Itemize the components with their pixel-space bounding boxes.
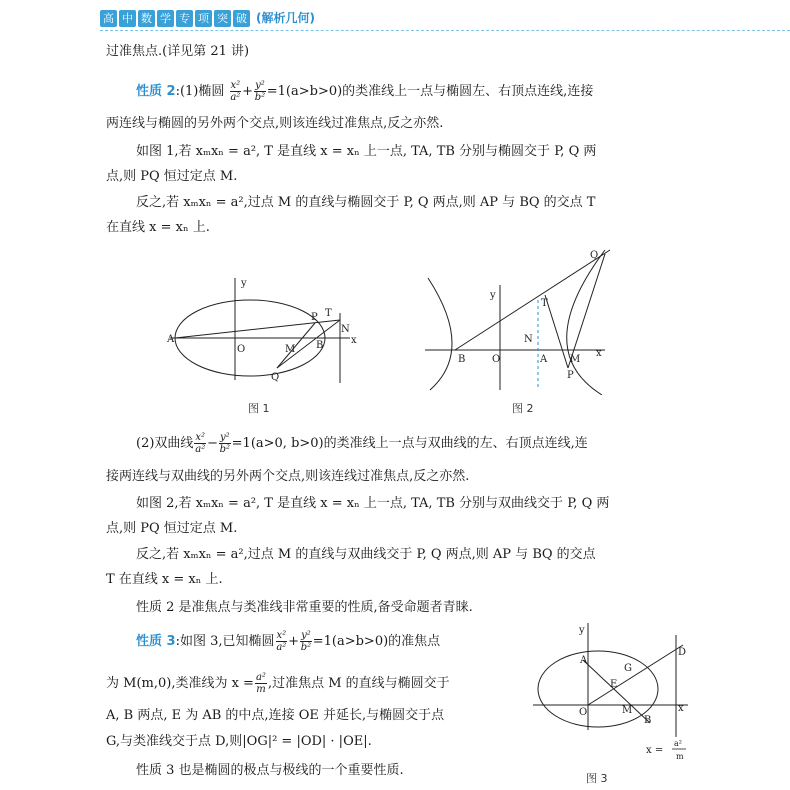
prop2-ex2-line1: 如图 2,若 xₘxₙ = a², T 是直线 x = xₙ 上一点, TA, TB 分别与双曲线交于 P, Q 两 (136, 496, 610, 511)
fig3-label-O: O (579, 707, 588, 718)
fig2-label-P: P (567, 370, 574, 381)
fig2-label-A: A (540, 354, 548, 365)
fig2-label-y: y (490, 290, 496, 301)
figure-1 (165, 268, 365, 388)
fig1-label-P: P (311, 312, 318, 323)
fraction: $\frac{\text{x²}}{\text{a²}}$ (195, 432, 206, 455)
prop2-ex1-line2: 点,则 PQ 恒过定点 M. (106, 169, 238, 184)
fig3-label-G: G (624, 663, 632, 674)
fig2-label-N: N (524, 334, 533, 345)
header-char: 专 (176, 10, 193, 27)
prop2-part1-line1: 性质 2:(1)椭圆 $\frac{\text{x²}}{\text{a²}}$ + $\frac{\text{y²}}{\text{b²}}$ =1(a>b>0)的类准线上一点与椭圆左、右顶点连线,连接 (136, 80, 594, 103)
prop2-part1-line2: 两连线与椭圆的另外两个交点,则该连线过准焦点,反之亦然. (106, 116, 444, 131)
fig2-label-T: T (541, 298, 548, 309)
prop2-part2-line2: 接两连线与双曲线的另外两个交点,则该连线过准焦点,反之亦然. (106, 469, 470, 484)
fig3-label-x: x (678, 703, 684, 714)
prop3-line1: 性质 3:如图 3,已知椭圆 $\frac{\text{x²}}{\text{a²}}$ + $\frac{\text{y²}}{\text{b²}}$ =1(a>b>0)的准焦点 (136, 630, 441, 653)
fig3-label-B: B (644, 715, 652, 726)
running-header (100, 6, 790, 28)
fig1-label-B: B (316, 340, 324, 351)
prop2-conv2-line2: T 在直线 x = xₙ 上. (106, 572, 223, 587)
fig3-label-xeq: x = (646, 745, 664, 756)
fig3-label-E: E (610, 679, 618, 690)
fig1-caption: 图 1 (248, 402, 270, 415)
fig1-label-y: y (241, 278, 247, 289)
header-subtitle: (解析几何) (256, 10, 315, 25)
prop2-part2-line1: (2)双曲线 $\frac{\text{x²}}{\text{a²}}$ − $\frac{\text{y²}}{\text{b²}}$ =1(a>0, b>0)的类准线上一点与双曲线的左、右顶点连线,连 (136, 432, 588, 455)
fig2-label-x: x (596, 348, 602, 359)
intro-line: 过准焦点.(详见第 21 讲) (106, 44, 250, 59)
fig2-label-Q: Q (590, 250, 599, 261)
fig1-label-M: M (285, 344, 296, 355)
header-char: 突 (214, 10, 231, 27)
fig3-label-a2: a² (674, 739, 682, 748)
prop3-line3: A, B 两点, E 为 AB 的中点,连接 OE 并延长,与椭圆交于点 (106, 708, 445, 723)
fig2-label-O: O (492, 354, 501, 365)
fig1-label-A: A (167, 334, 175, 345)
prop2-ex1-line1: 如图 1,若 xₘxₙ = a², T 是直线 x = xₙ 上一点, TA, TB 分别与椭圆交于 P, Q 两 (136, 144, 597, 159)
fig2-left-branch (428, 278, 452, 390)
fig3-caption: 图 3 (586, 772, 608, 785)
fraction: $\frac{\text{y²}}{\text{b²}}$ (254, 80, 266, 103)
fig3-ellipse (538, 651, 658, 727)
fraction: $\frac{\text{x²}}{\text{a²}}$ (276, 630, 287, 653)
fig3-label-y: y (579, 625, 585, 636)
header-char: 高 (100, 10, 117, 27)
fig1-label-N: N (341, 324, 350, 335)
prop2-conv1-line2: 在直线 x = xₙ 上. (106, 220, 210, 235)
header-char: 破 (233, 10, 250, 27)
fig3-label-D: D (678, 647, 687, 658)
header-title (100, 7, 252, 27)
prop3-summary: 性质 3 也是椭圆的极点与极线的一个重要性质. (136, 763, 404, 778)
prop3-line4: G,与类准线交于点 D,则|OG|² = |OD| · |OE|. (106, 734, 372, 749)
header-char: 项 (195, 10, 212, 27)
fig3-label-A: A (580, 655, 588, 666)
prop2-label: 性质 2 (136, 84, 176, 99)
figure-2 (420, 240, 620, 395)
prop2-summary: 性质 2 是准焦点与类准线非常重要的性质,备受命题者青睐. (136, 600, 473, 615)
prop3-label: 性质 3 (136, 634, 176, 649)
header-divider (100, 30, 790, 31)
fig1-label-T: T (325, 308, 332, 319)
fig3-line-AB (583, 660, 650, 723)
prop3-line2: 为 M(m,0),类准线为 x = $\frac{\text{a²}}{m}$ ,过准焦点 M 的直线与椭圆交于 (106, 672, 450, 695)
header-char: 数 (138, 10, 155, 27)
prop2-ex2-line2: 点,则 PQ 恒过定点 M. (106, 521, 238, 536)
fraction: $\frac{\text{y²}}{\text{b²}}$ (219, 432, 231, 455)
fraction: $\frac{\text{x²}}{\text{a²}}$ (230, 80, 241, 103)
fig1-label-Q: Q (271, 372, 280, 383)
fraction: $\frac{\text{y²}}{\text{b²}}$ (300, 630, 312, 653)
fig1-label-x: x (351, 335, 357, 346)
header-char: 中 (119, 10, 136, 27)
fraction: $\frac{\text{a²}}{m}$ (255, 672, 266, 695)
header-char: 学 (157, 10, 174, 27)
fig3-label-M: M (622, 705, 633, 716)
fig3-line-OD (588, 645, 683, 705)
prop2-conv1-line1: 反之,若 xₘxₙ = a²,过点 M 的直线与椭圆交于 P, Q 两点,则 AP 与 BQ 的交点 T (136, 195, 596, 210)
prop2-conv2-line1: 反之,若 xₘxₙ = a²,过点 M 的直线与双曲线交于 P, Q 两点,则 AP 与 BQ 的交点 (136, 547, 596, 562)
fig2-caption: 图 2 (512, 402, 534, 415)
fig2-label-B: B (458, 354, 466, 365)
fig2-label-M: M (570, 354, 581, 365)
fig1-label-O: O (237, 344, 246, 355)
fig2-line-TA (545, 295, 568, 368)
fig3-label-m: m (676, 752, 684, 761)
figure-3 (528, 615, 708, 765)
